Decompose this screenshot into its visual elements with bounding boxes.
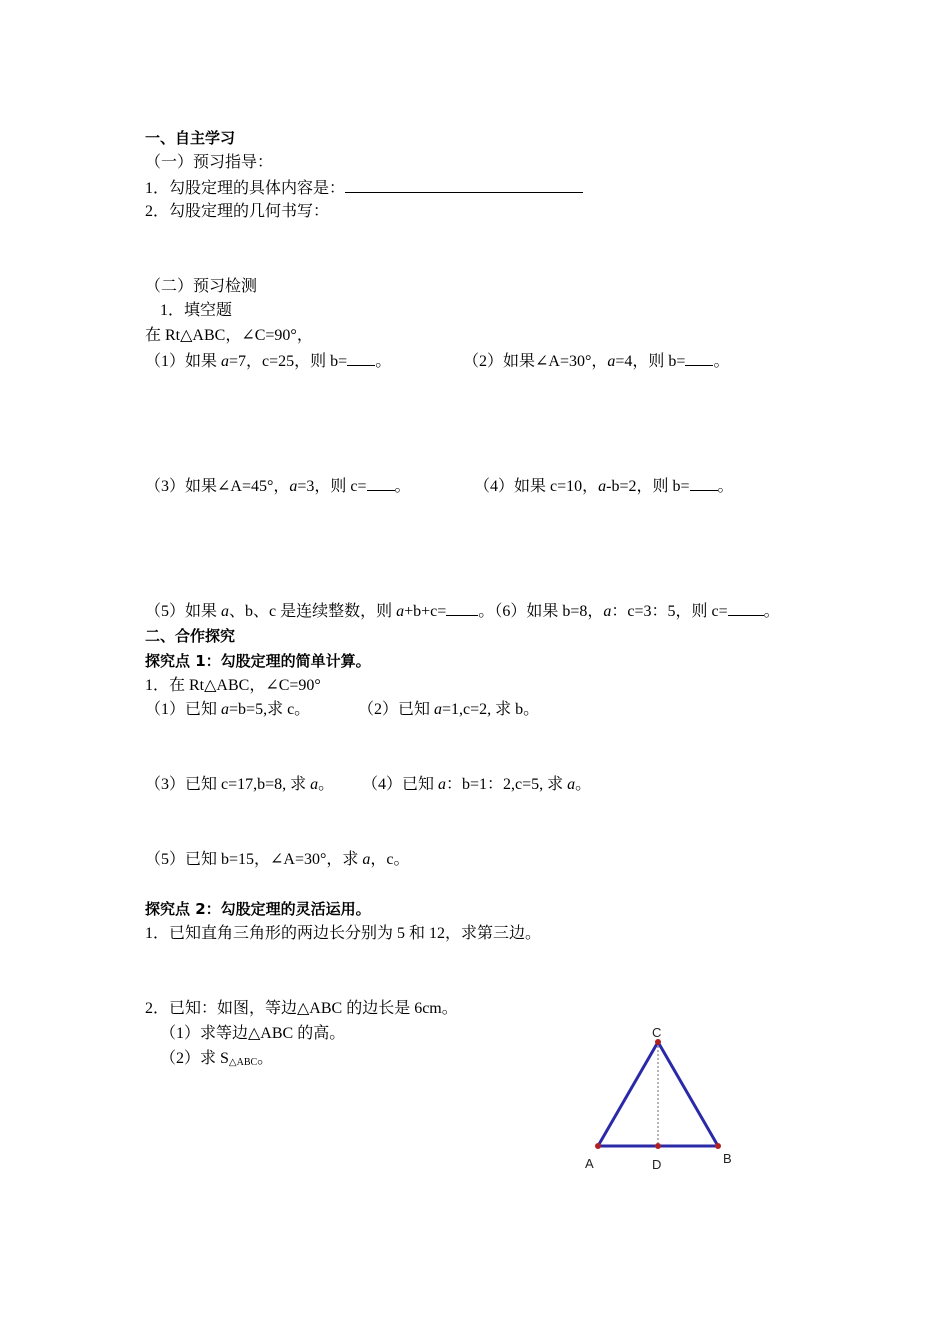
answer-blank[interactable] xyxy=(345,178,583,193)
flex-question-1: 1．已知直角三角形的两边长分别为 5 和 12，求第三边。 xyxy=(145,925,542,942)
explore-point-2: 探究点 2：勾股定理的灵活运用。 xyxy=(145,900,371,918)
label-c: C xyxy=(652,1025,662,1040)
section-title-2: 二、合作探究 xyxy=(145,627,236,645)
fill-blank-title: 1．填空题 xyxy=(160,302,233,319)
point-b xyxy=(715,1143,721,1149)
problem-4: （4）如果 c=10，a-b=2，则 b= 。 xyxy=(474,478,734,495)
flex-question-2: 2．已知：如图，等边△ABC 的边长是 6cm。 xyxy=(145,1000,458,1017)
section-title-1: 一、自主学习 xyxy=(145,129,236,147)
subsection-preview-check: （二）预习检测 xyxy=(145,278,258,295)
label-b: B xyxy=(723,1151,732,1166)
subsection-preview-guide: （一）预习指导： xyxy=(145,154,274,171)
point-d xyxy=(655,1143,661,1149)
answer-blank[interactable] xyxy=(367,476,395,491)
exercise-1: （1）已知 a=b=5,求 c。 xyxy=(145,701,311,718)
problem-3: （3）如果∠A=45°，a=3，则 c= 。 xyxy=(145,478,411,495)
explore-1-given: 1．在 Rt△ABC，∠C=90° xyxy=(145,677,321,694)
answer-blank[interactable] xyxy=(446,601,478,616)
point-a xyxy=(595,1143,601,1149)
problem-5-6: （5）如果 a、b、c 是连续整数，则 a+b+c= 。（6）如果 b=8，a：c=3：5，则 c= 。 xyxy=(145,603,780,620)
answer-blank[interactable] xyxy=(728,601,764,616)
problem-2: （2）如果∠A=30°，a=4，则 b= 。 xyxy=(463,353,730,370)
flex-question-2-part-2: （2）求 $S_{\triangle ABC}$。 xyxy=(160,1050,274,1068)
given-condition: 在 Rt△ABC，∠C=90°， xyxy=(145,327,313,344)
explore-point-1: 探究点 1：勾股定理的简单计算。 xyxy=(145,652,371,670)
triangle-figure xyxy=(580,1022,750,1182)
question-1-text: 1．勾股定理的具体内容是： xyxy=(145,180,346,197)
answer-blank[interactable] xyxy=(347,351,375,366)
answer-blank[interactable] xyxy=(685,351,713,366)
question-2: 2．勾股定理的几何书写： xyxy=(145,203,330,220)
question-1 xyxy=(145,178,583,199)
exercise-4: （4）已知 a：b=1：2,c=5, 求 a。 xyxy=(362,776,592,793)
label-d: D xyxy=(652,1157,662,1172)
answer-blank[interactable] xyxy=(690,476,718,491)
exercise-5: （5）已知 b=15，∠A=30°，求 a，c。 xyxy=(145,851,410,868)
flex-question-2-part-1: （1）求等边△ABC 的高。 xyxy=(160,1025,346,1042)
exercise-3: （3）已知 c=17,b=8, 求 a。 xyxy=(145,776,335,793)
exercise-2: （2）已知 a=1,c=2, 求 b。 xyxy=(358,701,540,718)
problem-1: （1）如果 a=7，c=25，则 b= 。 xyxy=(145,353,392,370)
label-a: A xyxy=(585,1156,594,1171)
